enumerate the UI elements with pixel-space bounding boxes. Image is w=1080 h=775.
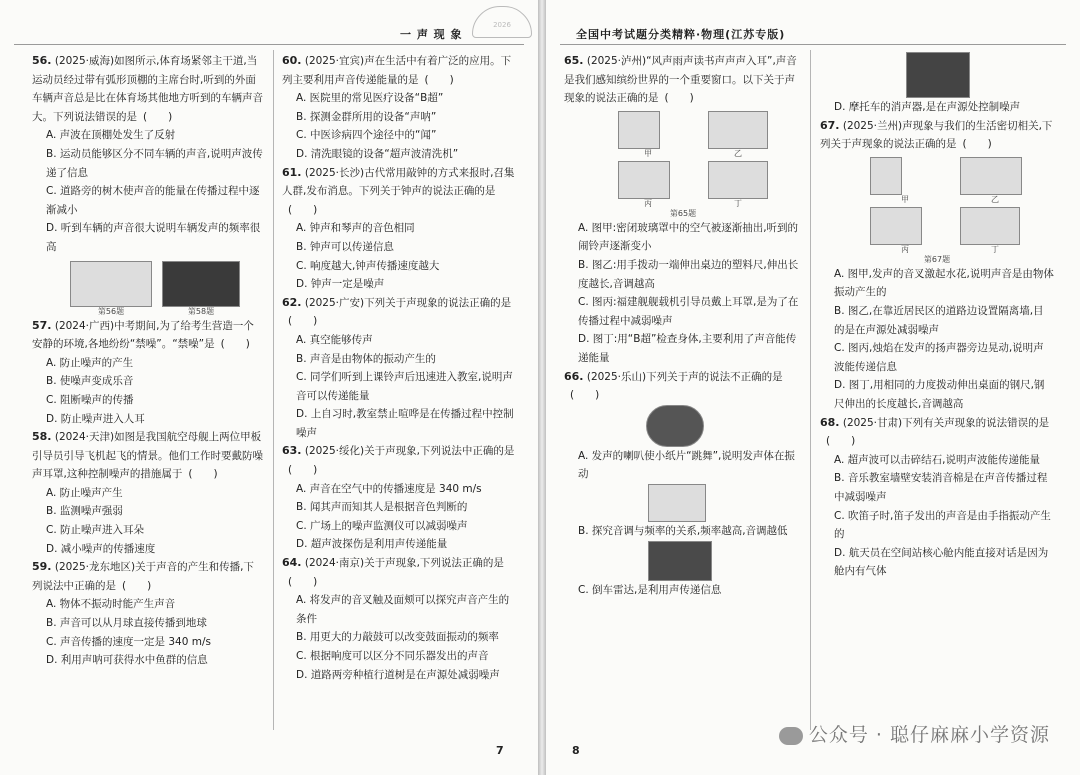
edition-stamp: 2026 — [472, 6, 532, 38]
header-rule — [14, 44, 524, 45]
question-58: 58. (2024·天津)如图是我国航空母舰上两位甲板引导员引导飞机起飞的情景。他们工作时要戴防噪声耳罩,这种控制噪声的措施属于 ( ) A. 防止噪声产生 B. 监测噪声强弱 C. 防止噪声进入耳朵 D. 减小噪声的传播速度 — [32, 430, 263, 555]
right-page — [546, 0, 1080, 775]
question-59: 59. (2025·龙东地区)关于声音的产生和传播,下列说法中正确的是 ( ) A. 物体不振动时能产生声音 B. 声音可以从月球直接传播到地球 C. 声音传播的速度一定是 340 m/s D. 利用声呐可获得水中鱼群的信息 — [32, 560, 254, 667]
question-67: 67. (2025·兰州)声现象与我们的生活密切相关,下列关于声现象的说法正确的是 ( ) 甲 乙 丙 丁 第67题 A. 图甲,发声的音叉激起水花,说明声音是由物体振动产生的 B. 图乙,在靠近居民区的道路边设置隔离墙,目的是在声源处减弱噪声 C. 图丙,烛焰在发声的扬声器旁边晃动,说明声波能传递信息 D. 图丁,用相同的力度拨动伸出桌面的钢尺,钢尺伸出的长度越长,音调越高 — [820, 118, 1054, 410]
motorcycle-muffler-figure — [906, 52, 970, 98]
question-62: 62. (2025·广安)下列关于声现象的说法正确的是( ) A. 真空能够传声 B. 声音是由物体的振动产生的 C. 同学们听到上课铃声后迅速进入教室,说明声音可以传递能量 D. 上自习时,教室禁止喧哗是在传播过程中控制噪声 — [282, 295, 514, 439]
wechat-icon — [779, 727, 803, 745]
question-64: 64. (2024·南京)关于声现象,下列说法正确的是( ) A. 将发声的音叉触及面颊可以探究声音产生的条件 B. 用更大的力敲鼓可以改变鼓面振动的频率 C. 根据响度可以区分不同乐器发出的声音 D. 道路两旁种植行道树是在声源处减弱噪声 — [282, 556, 510, 681]
left-page — [0, 0, 538, 775]
question-68: 68. (2025·甘肃)下列有关声现象的说法错误的是( ) A. 超声波可以击碎结石,说明声波能传递能量 B. 音乐教室墙壁安装消音棉是在声音传播过程中减弱噪声 C. 吹笛子时,笛子发出的声音是由手指振动产生的 D. 航天员在空间站核心舱内能直接对话是因为舱内有气体 — [820, 415, 1051, 578]
carrier-deck-photo — [162, 261, 240, 307]
ruler-figure — [708, 111, 768, 149]
question-66: 66. (2025·乐山)下列关于声的说法不正确的是( ) A. 发声的喇叭使小纸片“跳舞”,说明发声体在振动 B. 探究音调与频率的关系,频率越高,音调越低 C. 倒车雷达,是利用声传递信息 — [564, 369, 795, 596]
left-column-2 — [282, 52, 518, 684]
question-63: 63. (2025·绥化)关于声现象,下列说法中正确的是( ) A. 声音在空气中的传播速度是 340 m/s B. 闻其声而知其人是根据音色判断的 C. 广场上的噪声监测仪可以减弱噪声 D. 超声波探伤是利用声传递能量 — [282, 444, 515, 551]
stadium-photo — [70, 261, 152, 307]
watermark: 公众号 · 聪仔麻麻小学资源 — [779, 720, 1050, 747]
column-divider — [810, 50, 811, 730]
header-rule — [560, 44, 1066, 45]
left-page-header: 一 声 现 象 — [400, 28, 463, 41]
question-57: 57. (2024·广西)中考期间,为了给考生营造一个安静的环境,各地纷纷“禁噪”。“禁噪”是 ( ) A. 防止噪声的产生 B. 使噪声变成乐音 C. 阻断噪声的传播 D. 防止噪声进入人耳 — [32, 318, 254, 425]
page-number-left: 7 — [496, 744, 504, 757]
ruler-pluck-figure — [648, 484, 706, 522]
sound-barrier-figure — [960, 157, 1022, 195]
earmuff-figure — [618, 161, 670, 199]
question-56: 56. (2025·威海)如图所示,体育场紧邻主干道,当运动员经过带有弧形顶棚的主席台时,听到的外面车辆声音总是比在体育场其他地方听到的车辆声音大。下列说法错误的是 ( ) A. 声波在顶棚处发生了反射 B. 运动员能够区分不同车辆的声音,说明声波传递了信息 C. 道路旁的树木使声音的能量在传播过程中逐渐减小 D. 听到车辆的声音很大说明车辆发声的频率很高 第56题 第58题 — [32, 54, 263, 316]
candle-speaker-figure — [870, 207, 922, 245]
column-divider — [273, 50, 274, 730]
steel-ruler-figure — [960, 207, 1020, 245]
bell-jar-figure — [618, 111, 660, 149]
right-column-1 — [564, 52, 802, 599]
b-ultrasound-figure — [708, 161, 768, 199]
reversing-radar-figure — [648, 541, 712, 581]
question-65: 65. (2025·泸州)“风声雨声读书声声声入耳”,声音是我们感知缤纷世界的一个重要窗口。以下关于声现象的说法正确的是 ( ) 甲 乙 丙 丁 第65题 A. 图甲:密闭玻璃罩中的空气被逐渐抽出,听到的闹铃声逐渐变小 B. 图乙:用手拨动一端伸出桌边的塑料尺,伸出长度越长,音调越高 C. 图丙:福建舰舰载机引导员戴上耳罩,是为了在传播过程中减弱噪声 D. 图丁:用“B超”检查身体,主要利用了声音能传递能量 — [564, 54, 799, 364]
book-gutter — [538, 0, 546, 775]
question-61: 61. (2025·长沙)古代常用敲钟的方式来报时,召集人群,发布消息。下列关于钟声的说法正确的是( ) A. 钟声和琴声的音色相同 B. 钟声可以传递信息 C. 响度越大,钟声传播速度越大 D. 钟声一定是噪声 — [282, 165, 515, 291]
question-60: 60. (2025·宜宾)声在生活中有着广泛的应用。下列主要利用声音传递能量的是 ( ) A. 医院里的常见医疗设备“B超” B. 探测金群所用的设备“声呐” C. 中医诊病四个途径中的“闻” D. 清洗眼镜的设备“超声波清洗机” — [282, 54, 512, 160]
speaker-figure — [646, 405, 704, 447]
right-page-header: 全国中考试题分类精粹·物理(江苏专版) — [576, 28, 786, 41]
page-number-right: 8 — [572, 744, 580, 757]
left-column-1 — [32, 52, 264, 670]
tuning-fork-water-figure — [870, 157, 902, 195]
right-column-2: D. 摩托车的消声器,是在声源处控制噪声 67. (2025·兰州)声现象与我们的生活密切相关,下列关于声现象的说法正确的是 ( ) 甲 乙 丙 丁 第67题 A. 图甲,发声的音叉激起水花,说明声音是由物体振动产生的 B. 图乙,在靠近居民区的道路边设置隔离墙,目的是在声源处减弱噪声 C. 图丙,烛焰在发声的扬声器旁边晃动,说明声波能传递信息 D. 图丁,用相同的力度拨动伸出桌面的钢尺,钢尺伸出的长度越长,音调越高 68. (2025·甘肃)下列有关声现象的说法错误的是( ) A. 超声波可以击碎结石,说明声波能传递能量 B. 音乐教室墙壁安装消音棉是在声音传播过程中减弱噪声 C. 吹笛子时,笛子发出的声音是由手指振动产生的 D. 航天员在空间站核心舱内能直接对话是因为舱内有气体 — [820, 52, 1054, 581]
